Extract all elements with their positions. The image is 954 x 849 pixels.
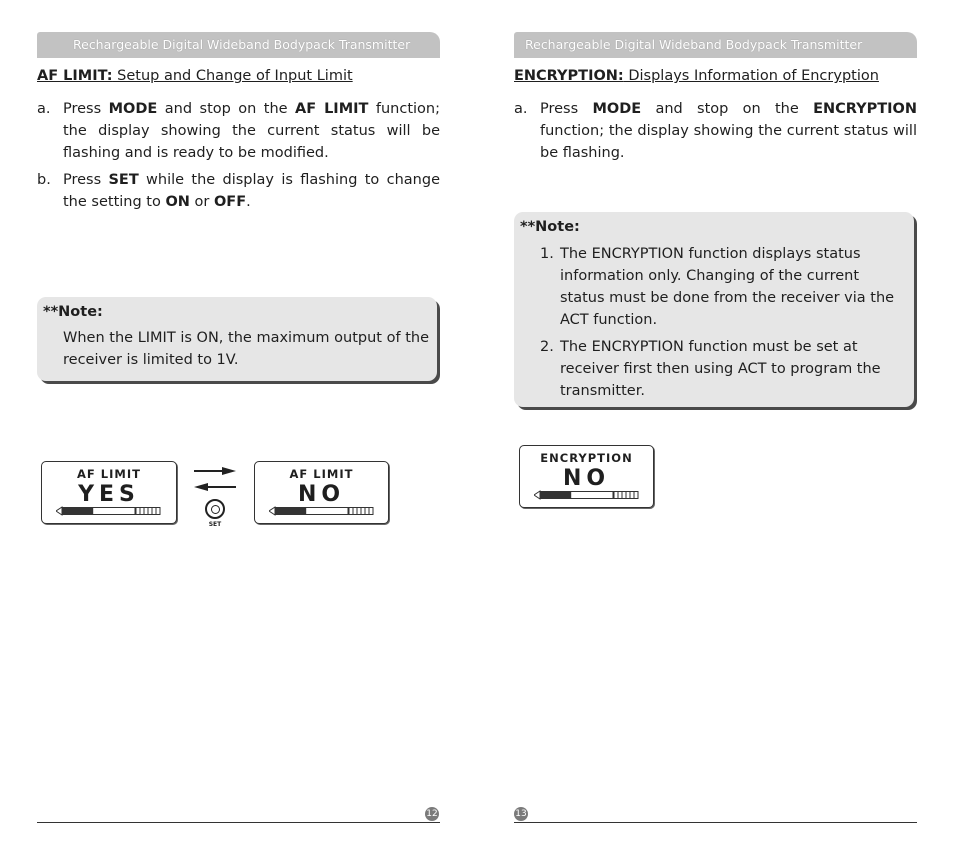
- lcd-display-no: [254, 461, 389, 524]
- lcd-value: YES: [78, 482, 140, 507]
- set-button-label: SET: [208, 521, 222, 528]
- note-title: **Note:: [43, 304, 103, 320]
- lcd-label: AF LIMIT: [77, 467, 141, 481]
- af-limit-step-b: b. Press SET while the display is flashing to change the setting to ON or OFF.: [37, 172, 440, 210]
- right-footer-line: [514, 822, 917, 823]
- encryption-note-box: [514, 212, 914, 407]
- level-meter-icon: [56, 506, 162, 516]
- level-meter-icon: [534, 490, 640, 500]
- note-text: When the LIMIT is ON, the maximum output of the receiver is limited to 1V.: [63, 330, 429, 368]
- lcd-value: NO: [562, 466, 611, 491]
- lcd-value: NO: [297, 482, 346, 507]
- note-item-2: 2. The ENCRYPTION function must be set at receiver first then using ACT to program the transmitter.: [540, 339, 881, 399]
- right-header-text: Rechargeable Digital Wideband Bodypack Transmitter: [525, 37, 863, 52]
- note-title: **Note:: [520, 219, 580, 235]
- lcd-display-encryption: [519, 445, 654, 508]
- set-button: [205, 499, 225, 519]
- page-number-12: 12: [426, 809, 438, 819]
- lcd-label: ENCRYPTION: [540, 451, 633, 465]
- af-limit-section-title: AF LIMIT: Setup and Change of Input Limit: [37, 68, 353, 84]
- af-limit-step-a: a. Press MODE and stop on the AF LIMIT function; the display showing the current status will be flashing and is ready to be modified.: [37, 101, 440, 161]
- lcd-label: AF LIMIT: [289, 467, 354, 481]
- page-number-13: 13: [515, 809, 527, 819]
- note-item-1: 1. The ENCRYPTION function displays status information only. Changing of the current status must be done from the receiver via the ACT function.: [540, 246, 895, 328]
- left-footer-line: [37, 822, 440, 823]
- left-header-bar: [37, 32, 440, 58]
- toggle-arrows-icon: [192, 465, 238, 493]
- encryption-section-title: ENCRYPTION: Displays Information of Encryption: [514, 68, 879, 84]
- level-meter-icon: [269, 506, 375, 516]
- af-limit-note-box: [37, 297, 437, 381]
- left-header-text: Rechargeable Digital Wideband Bodypack Transmitter: [73, 37, 411, 52]
- lcd-display-yes: [41, 461, 177, 524]
- encryption-step-a: a. Press MODE and stop on the ENCRYPTION function; the display showing the current status will be flashing.: [514, 101, 917, 161]
- right-header-bar: [514, 32, 917, 58]
